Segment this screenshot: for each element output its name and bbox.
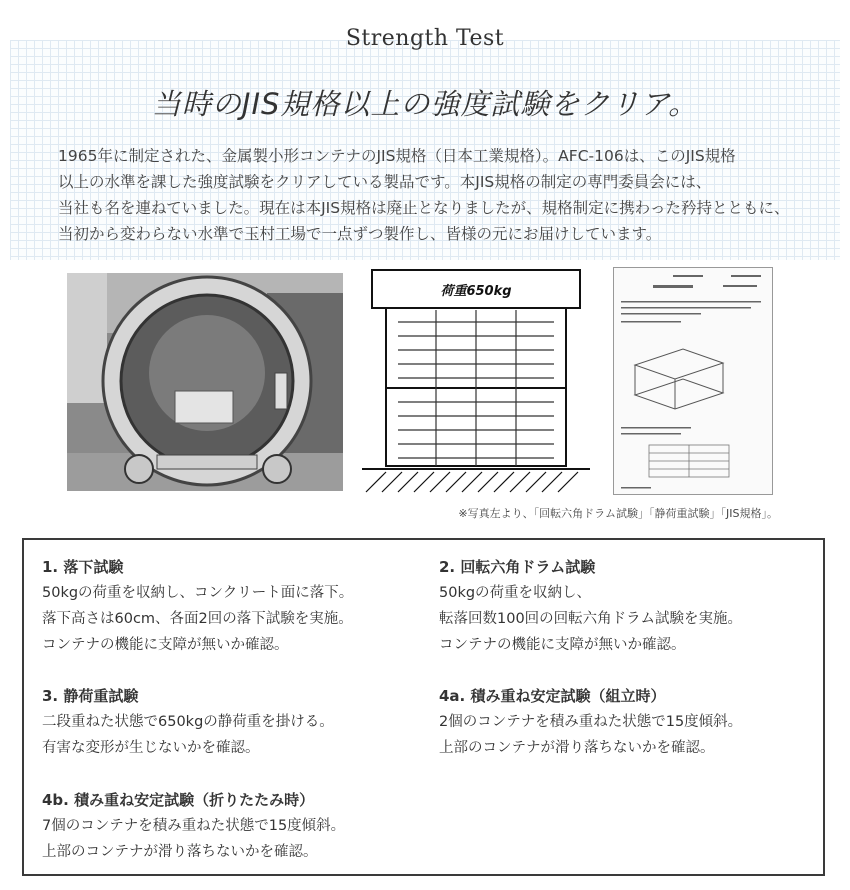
test-title: 2. 回転六角ドラム試験 [439, 558, 596, 576]
test-item [439, 683, 742, 761]
test-line: 50kgの荷重を収納し、 [439, 585, 592, 601]
jis-document-image [613, 267, 773, 495]
test-item [42, 683, 334, 761]
intro-line: 以上の水準を課した強度試験をクリアしている製品です。本JIS規格の制定の専門委員会には、 [58, 173, 712, 191]
test-line: 二段重ねた状態で650kgの静荷重を掛ける。 [42, 714, 334, 730]
intro-line: 当初から変わらない水準で玉村工場で一点ずつ製作し、皆様の元にお届けしています。 [58, 225, 662, 243]
test-line: コンテナの機能に支障が無いか確認。 [42, 637, 289, 653]
test-title: 4a. 積み重ね安定試験（組立時） [439, 687, 666, 705]
tests-box [22, 538, 825, 876]
test-line: 2個のコンテナを積み重ねた状態で15度傾斜。 [439, 714, 743, 730]
section-label: Strength Test [345, 26, 505, 51]
test-line: コンテナの機能に支障が無いか確認。 [439, 637, 686, 653]
test-title: 4b. 積み重ね安定試験（折りたたみ時） [42, 791, 315, 809]
photo-caption: ※写真左より、「回転六角ドラム試験」「静荷重試験」「JIS規格」。 [458, 507, 778, 520]
static-load-label: 荷重650kg [440, 284, 512, 299]
test-title: 3. 静荷重試験 [42, 687, 139, 705]
test-item [42, 554, 353, 658]
test-line: 50kgの荷重を収納し、コンクリート面に落下。 [42, 585, 354, 601]
drum-test-photo [67, 273, 343, 491]
test-item [42, 787, 345, 865]
static-load-diagram [362, 266, 590, 494]
test-item [439, 554, 742, 658]
test-line: 有害な変形が生じないかを確認。 [42, 740, 260, 756]
intro-line: 1965年に制定された、金属製小形コンテナのJIS規格（日本工業規格）。AFC-106は、このJIS規格 [58, 147, 736, 165]
test-line: 転落回数100回の回転六角ドラム試験を実施。 [439, 611, 743, 627]
test-line: 上部のコンテナが滑り落ちないかを確認。 [439, 740, 715, 756]
test-title: 1. 落下試験 [42, 558, 124, 576]
intro-line: 当社も名を連ねていました。現在は本JIS規格は廃止となりましたが、規格制定に携わった矜持とともに、 [58, 199, 790, 217]
test-line: 上部のコンテナが滑り落ちないかを確認。 [42, 844, 318, 860]
test-line: 7個のコンテナを積み重ねた状態で15度傾斜。 [42, 818, 346, 834]
page-headline: 当時のJIS規格以上の強度試験をクリア。 [151, 87, 699, 121]
test-line: 落下高さは60cm、各面2回の落下試験を実施。 [42, 611, 353, 627]
intro-paragraph [58, 143, 818, 247]
